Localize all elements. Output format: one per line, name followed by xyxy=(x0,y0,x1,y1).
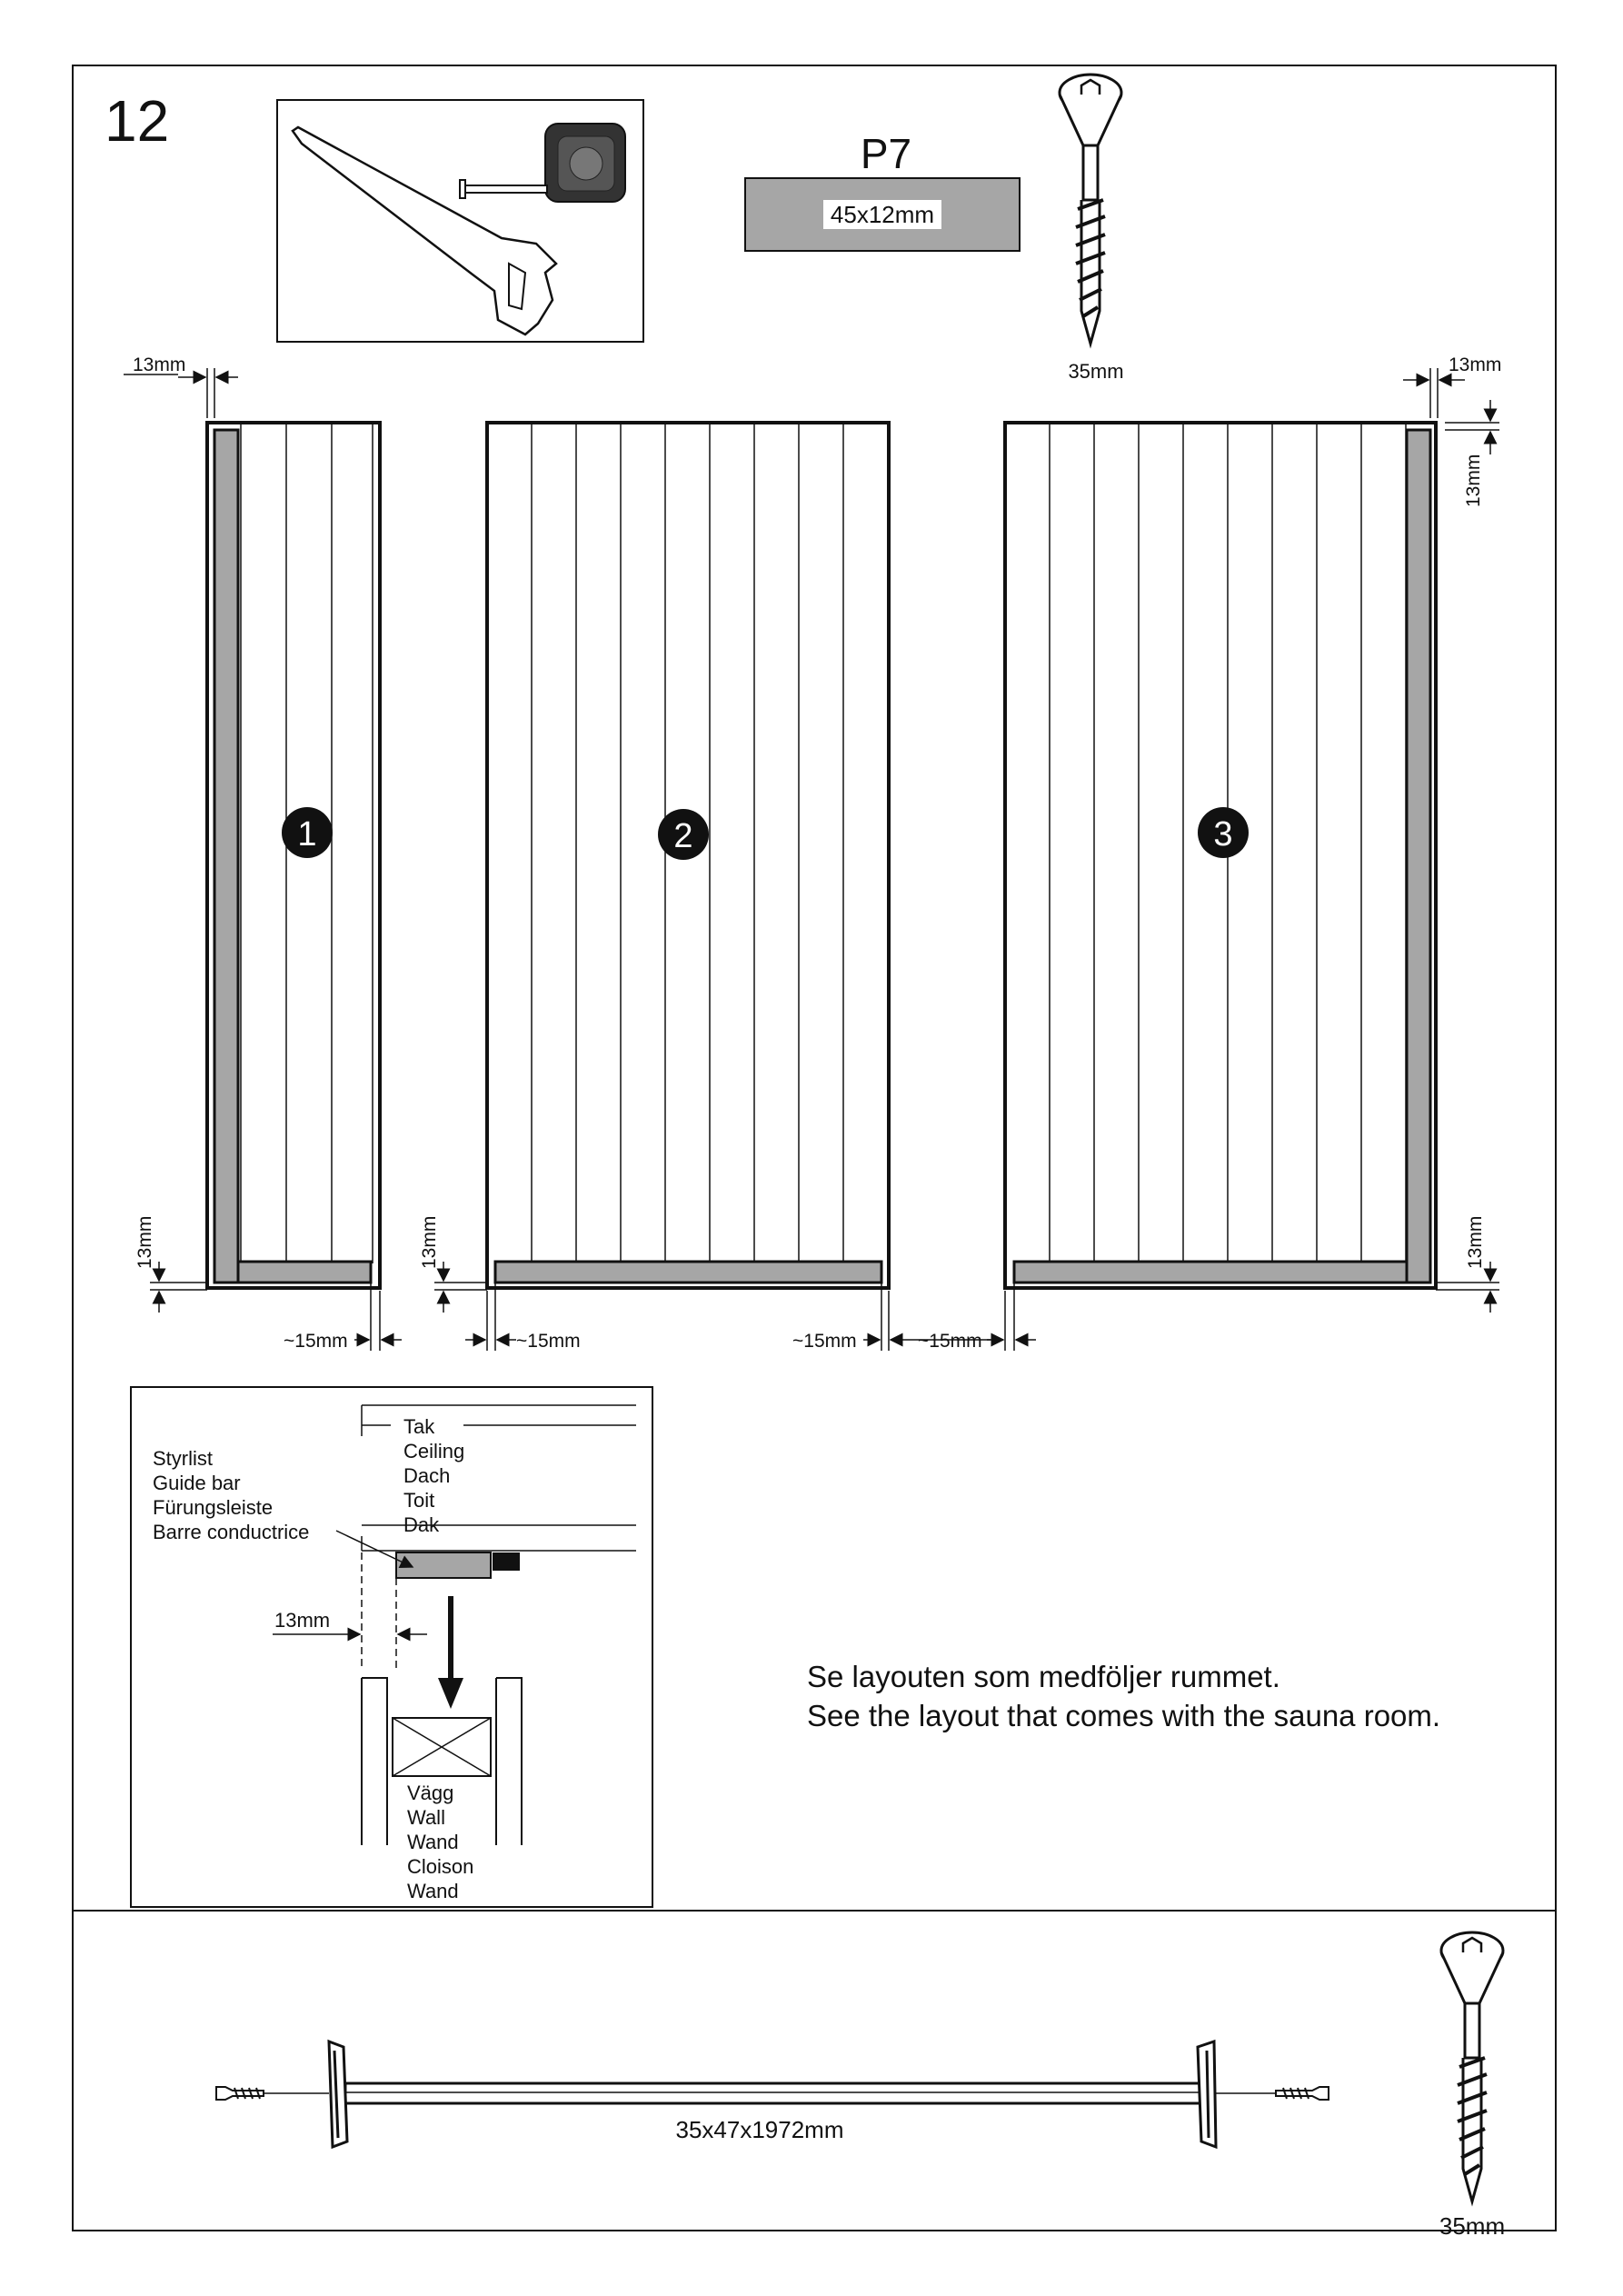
panel-number: 2 xyxy=(673,817,693,855)
guide-label: Barre conductrice xyxy=(153,1521,310,1543)
panel-2 xyxy=(487,423,889,1288)
ceiling-label: Dach xyxy=(403,1464,451,1487)
dim-label-gap-3: ~15mm xyxy=(792,1331,857,1352)
small-screw-left-icon xyxy=(216,2087,264,2100)
ceiling-label: Tak xyxy=(403,1415,435,1438)
guide-strip-vertical xyxy=(214,430,238,1283)
screw-length: 35mm xyxy=(1068,360,1124,383)
panel-1 xyxy=(207,423,380,1288)
guide-strip-vertical xyxy=(1407,430,1430,1283)
guide-label: Styrlist xyxy=(153,1447,213,1470)
bottom-screw-length: 35mm xyxy=(1439,2212,1506,2240)
ceiling-label: Ceiling xyxy=(403,1440,465,1462)
guide-bar-size: 35x47x1972mm xyxy=(675,2116,844,2143)
dim-label-top-right: 13mm xyxy=(1449,354,1502,375)
tools-panel xyxy=(277,100,643,342)
part-code: P7 xyxy=(860,130,912,177)
wall-label: Cloison xyxy=(407,1855,474,1878)
dim-label-gap-1: ~15mm xyxy=(284,1331,348,1352)
guide-label: Guide bar xyxy=(153,1472,241,1494)
dim-label-bottom-right: 13mm xyxy=(1465,1215,1486,1269)
guide-bar-end xyxy=(493,1552,520,1571)
dim-label-gap-4: ~15mm xyxy=(918,1331,982,1352)
part-size: 45x12mm xyxy=(830,201,935,228)
wall-label: Wall xyxy=(407,1806,445,1829)
guide-strip-horizontal xyxy=(1014,1262,1407,1283)
note-line-1: Se layouten som medföljer rummet. xyxy=(807,1660,1280,1693)
panel-3 xyxy=(1005,423,1436,1288)
step-number: 12 xyxy=(105,88,170,154)
dim-label-bottom-left: 13mm xyxy=(134,1215,155,1269)
guide-label: Fürungsleiste xyxy=(153,1496,274,1519)
dim-label-gap-2: ~15mm xyxy=(516,1331,581,1352)
note-line-2: See the layout that comes with the sauna room. xyxy=(807,1699,1441,1732)
panel-number: 1 xyxy=(297,815,317,854)
offset-label: 13mm xyxy=(274,1609,331,1632)
wall-label: Wand xyxy=(407,1880,459,1902)
guide-strip-horizontal xyxy=(238,1262,371,1283)
small-screw-right-icon xyxy=(1276,2087,1329,2100)
guide-bar-section xyxy=(396,1552,491,1578)
dim-label-bottom-middle: 13mm xyxy=(419,1215,440,1269)
wall-label: Vägg xyxy=(407,1782,454,1804)
ceiling-label: Toit xyxy=(403,1489,435,1512)
dim-label-top-left: 13mm xyxy=(133,354,186,375)
dim-label-right-top: 13mm xyxy=(1463,454,1484,507)
screw-icon xyxy=(1060,75,1121,344)
panel-number: 3 xyxy=(1213,815,1233,854)
wall-label: Wand xyxy=(407,1831,459,1853)
bottom-screw-icon xyxy=(1441,1932,1503,2201)
ceiling-label: Dak xyxy=(403,1513,440,1536)
guide-strip-horizontal xyxy=(495,1262,881,1283)
